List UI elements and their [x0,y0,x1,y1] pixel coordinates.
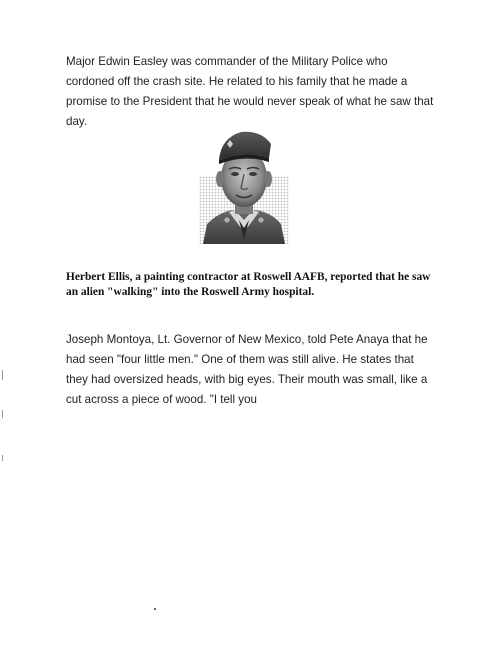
officer-portrait-image [199,116,289,244]
paragraph-montoya: Joseph Montoya, Lt. Governor of New Mexico, told Pete Anaya that he had seen "four little men." One of them was still alive. He states that they had oversized heads, with big eyes. Their mouth was small, like a cut across a piece of wood. "I tell you [66,333,428,406]
scan-speck [154,608,156,610]
scan-edge-mark [2,370,3,380]
scan-edge-mark [2,455,3,461]
portrait-photo [199,116,289,244]
scan-edge-mark [2,410,3,418]
paragraph-easley: Major Edwin Easley was commander of the Military Police who cordoned off the crash site. He related to his family that he made a promise to the President that he would never speak of what he saw that day. [66,55,434,128]
photo-caption: Herbert Ellis, a painting contractor at Roswell AAFB, reported that he saw an alien "walking" into the Roswell Army hospital. [66,271,431,298]
